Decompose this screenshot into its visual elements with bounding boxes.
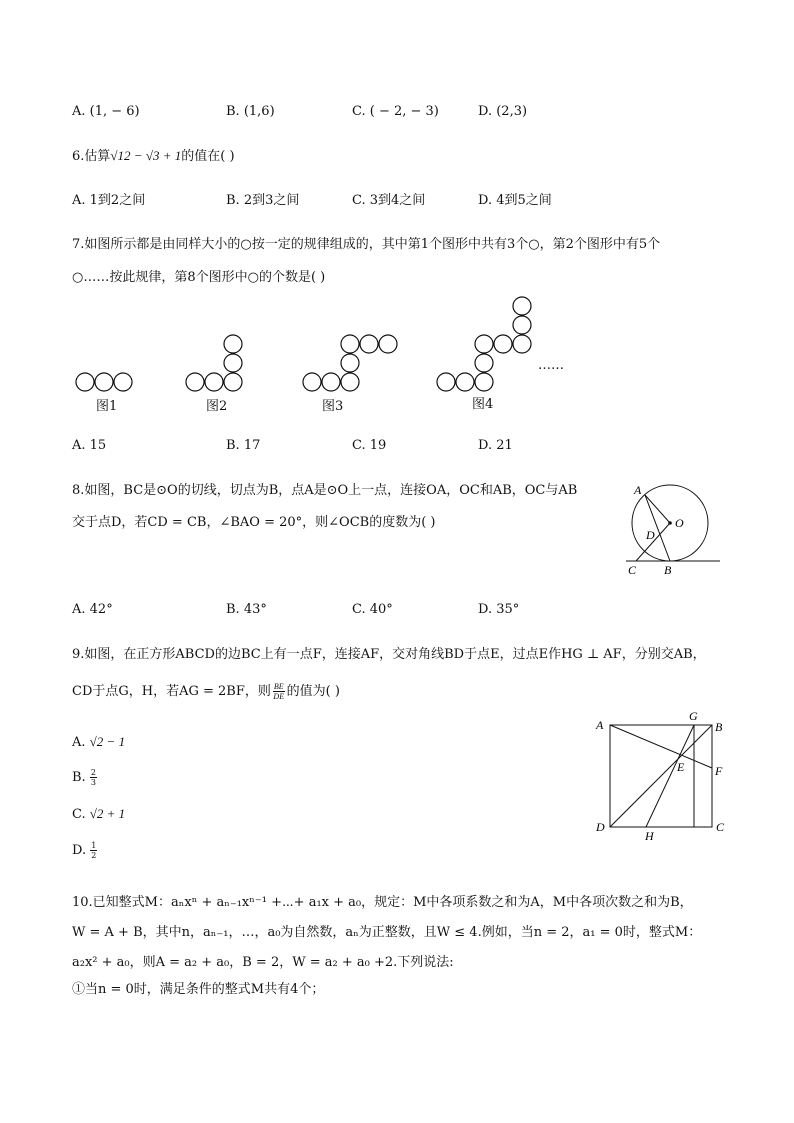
q9-stem-line1: 9.如图，在正方形ABCD的边BC上有一点F，连接AF，交对角线BD于点E，过点E作HG ⊥ AF，分别交AB，	[72, 647, 706, 662]
q6-option-b: B. 2到3之间	[226, 193, 300, 208]
q9-frac-num: BE	[273, 682, 284, 691]
q9-label-a: A	[596, 718, 604, 732]
q8-label-b: B	[664, 563, 672, 577]
q8-option-b: B. 43°	[226, 602, 267, 617]
q9-option-a-label: A.	[72, 735, 86, 750]
q5-option-a: A. (1, − 6)	[72, 104, 140, 119]
q9-segment-hg	[646, 725, 694, 827]
q9-frac-den: DE	[273, 692, 285, 701]
q8-option-a: A. 42°	[72, 602, 113, 617]
q9-stem-post: 的值为( )	[286, 684, 340, 699]
q9-stem-pre: CD于点G，H，若AG = 2BF，则	[72, 684, 271, 699]
q6-expression: √12 − √3 + 1	[110, 148, 182, 163]
q6-stem-post: 的值在( )	[181, 149, 235, 164]
q7-option-b: B. 17	[226, 438, 261, 453]
q9-option-b-den: 3	[90, 778, 96, 787]
fig3-label: 图3	[322, 399, 344, 414]
q6-stem-pre: 估算	[84, 149, 111, 164]
q8-label-o: O	[675, 516, 684, 530]
q9-label-d: D	[596, 820, 605, 834]
q9-diagonal-bd	[610, 725, 712, 827]
q9-option-c-label: C.	[72, 807, 86, 822]
q6-number: 6.	[72, 149, 85, 164]
q8-label-a: A	[634, 483, 642, 497]
q9-label-g: G	[689, 709, 698, 723]
q9-option-b-label: B.	[72, 770, 86, 785]
q8-option-d: D. 35°	[478, 602, 520, 617]
q9-label-h: H	[645, 829, 654, 843]
q7-stem-line2: ○……按此规律，第8个图形中○的个数是( )	[72, 270, 326, 285]
q8-stem-line1: 8.如图，BC是⊙O的切线，切点为B，点A是⊙O上一点，连接OA，OC和AB，OC与AB	[72, 483, 578, 498]
q9-option-b-num: 2	[90, 768, 96, 777]
q8-option-c: C. 40°	[352, 602, 393, 617]
q8-stem-line2: 交于点D，若CD = CB，∠BAO = 20°，则∠OCB的度数为( )	[72, 515, 436, 530]
fig2-label: 图2	[206, 399, 228, 414]
q9-option-a-value: √2 − 1	[89, 734, 126, 749]
q6-option-a: A. 1到2之间	[72, 193, 146, 208]
q9-segment-af	[610, 725, 712, 768]
q10-stem-line1: 10.已知整式M：aₙxⁿ + aₙ₋₁xⁿ⁻¹ +⋯+ a₁x + a₀，规定：M中各项系数之和为A，M中各项次数之和为B，	[72, 895, 693, 910]
q9-label-b: B	[715, 720, 723, 734]
q7-option-d: D. 21	[478, 438, 513, 453]
q6-option-c: C. 3到4之间	[352, 193, 426, 208]
q9-option-d-num: 1	[91, 841, 97, 850]
q5-option-c: C. ( − 2, − 3)	[352, 104, 439, 119]
q9-label-f: F	[715, 764, 723, 778]
q5-option-d: D. (2,3)	[478, 104, 528, 119]
q9-option-c-value: √2 + 1	[89, 806, 126, 821]
fig1-label: 图1	[96, 399, 118, 414]
q8-label-d: D	[646, 528, 655, 542]
fig4-label: 图4	[472, 397, 494, 412]
q7-option-a: A. 15	[72, 438, 107, 453]
q9-label-c: C	[716, 820, 725, 834]
q10-stem-line3: a₂x² + a₀，则A = a₂ + a₀，B = 2，W = a₂ + a₀ +2.下列说法:	[72, 955, 454, 970]
q5-option-b: B. (1,6)	[226, 104, 275, 119]
q9-option-d-den: 2	[91, 851, 97, 860]
q9-label-e: E	[677, 760, 685, 774]
q10-stem-line2: W = A + B，其中n，aₙ₋₁，…，a₀为自然数，aₙ为正整数，且W ≤ 4.例如，当n = 2，a₁ = 0时，整式M：	[72, 925, 702, 940]
q6-option-d: D. 4到5之间	[478, 193, 552, 208]
q9-option-d-label: D.	[72, 843, 87, 858]
q7-option-c: C. 19	[352, 438, 387, 453]
q8-label-c: C	[628, 563, 637, 577]
fig-ellipsis: ……	[538, 358, 564, 373]
q7-stem-line1: 7.如图所示都是由同样大小的○按一定的规律组成的，其中第1个图形中共有3个○，第2个图形中有5个	[72, 237, 661, 252]
q10-statement-1: ①当n = 0时，满足条件的整式M共有4个；	[72, 982, 325, 997]
